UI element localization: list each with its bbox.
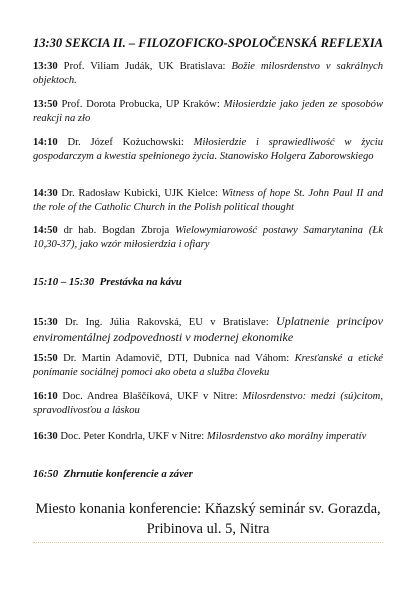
program-item <box>33 352 383 380</box>
item-title: Miłosierdzie jako jeden ze sposobów reakcji na zło <box>33 99 384 124</box>
item-title: Božie milosrdenstvo v sakrálnych objektoch. <box>33 61 384 86</box>
program-item <box>33 187 383 215</box>
item-speaker: Dr. Radosław Kubicki, UJK Kielce: <box>61 188 218 199</box>
footer-divider <box>33 542 383 543</box>
section-title: SEKCIA II. – FILOZOFICKO-SPOLOČENSKÁ REFLEXIA <box>65 36 384 50</box>
item-title: Milosrdenstvo ako morálny imperatív <box>206 431 367 442</box>
item-speaker: Doc. Andrea Blaščíková, UKF v Nitre: <box>62 391 238 402</box>
item-time: 14:50 <box>33 225 58 236</box>
break-time: 15:10 – 15:30 <box>33 276 95 288</box>
item-time: 13:30 <box>33 61 58 72</box>
venue-info <box>33 499 383 539</box>
coffee-break <box>33 276 182 288</box>
item-title: Uplatnenie princípov enviromentálnej zodpovednosti v modernej ekonomike <box>33 314 384 344</box>
closing-item <box>33 468 193 480</box>
item-title: Milosrdenstvo: medzi (sú)citom, spravodlivosťou a láskou <box>33 391 383 416</box>
program-item <box>33 390 383 418</box>
program-item <box>33 60 383 88</box>
closing-time: 16:50 <box>33 468 59 480</box>
item-time: 16:10 <box>33 391 58 402</box>
item-speaker: Dr. Józef Kożuchowski: <box>67 137 184 148</box>
program-item <box>33 314 383 346</box>
item-time: 13:50 <box>33 99 58 110</box>
item-title: Witness of hope St. John Paul II and the role of the Catholic Church in the Polish political thought <box>33 188 384 213</box>
item-speaker: Prof. Viliam Judák, UK Bratislava: <box>63 61 226 72</box>
program-item <box>33 98 383 126</box>
item-time: 16:30 <box>33 431 58 442</box>
item-speaker: dr hab. Bogdan Zbroja <box>63 225 170 236</box>
item-speaker: Doc. Peter Kondrla, UKF v Nitre: <box>60 431 205 442</box>
item-title: Miłosierdzie i sprawiedliwość w życiu gospodarczym a kwestia spełnionego życia. Stanowisko Holgera Zaborowskiego <box>33 137 383 162</box>
item-time: 14:30 <box>33 188 58 199</box>
item-speaker: Dr. Ing. Júlia Rakovská, EU v Bratislave: <box>65 317 269 328</box>
venue-address: Pribinova ul. 5, Nitra <box>146 521 270 537</box>
break-label: Prestávka na kávu <box>99 276 182 288</box>
venue-line: Miesto konania konferencie: Kňazský seminár sv. Gorazda, <box>35 501 381 517</box>
item-time: 14:10 <box>33 137 58 148</box>
closing-label: Zhrnutie konferencie a záver <box>63 468 193 480</box>
item-speaker: Dr. Martin Adamovič, DTI, Dubnica nad Váhom: <box>63 353 290 364</box>
program-item <box>33 430 383 444</box>
section-time: 13:30 <box>33 36 63 50</box>
program-item <box>33 136 383 164</box>
program-item <box>33 224 383 252</box>
item-title: Wielowymiarowość postawy Samarytanina (Łk 10,30-37), jako wzór miłosierdzia i ofiary <box>33 225 383 250</box>
section-heading <box>33 36 383 51</box>
item-title: Kresťanské a etické ponímanie sociálnej pomoci ako obeta a služba človeku <box>33 353 383 378</box>
item-speaker: Prof. Dorota Probucka, UP Kraków: <box>61 99 220 110</box>
item-time: 15:50 <box>33 353 58 364</box>
item-time: 15:30 <box>33 317 58 328</box>
